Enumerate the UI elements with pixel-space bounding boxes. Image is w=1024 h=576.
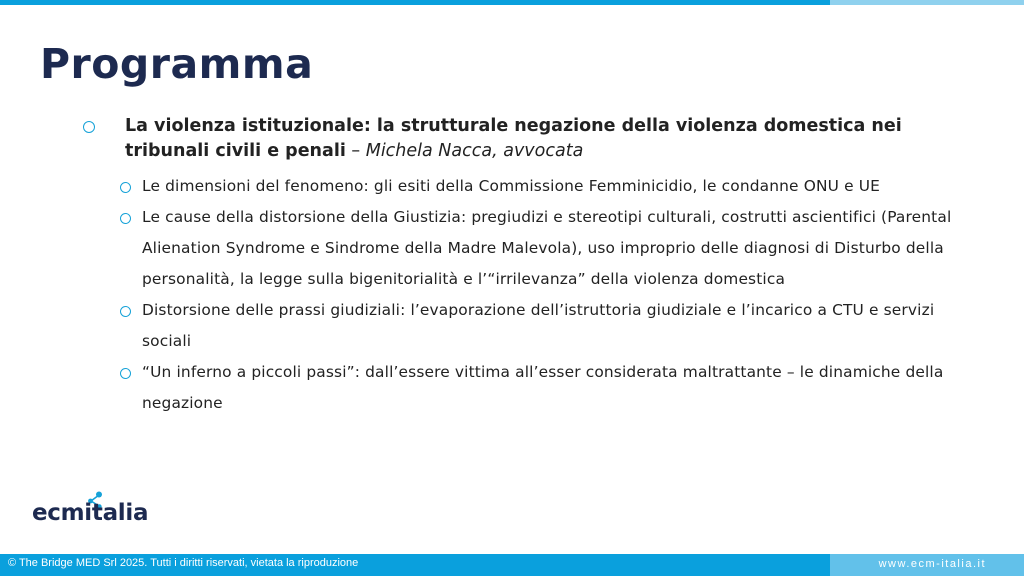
page-title: Programma bbox=[40, 40, 314, 88]
top-accent-bar-light bbox=[830, 0, 1024, 5]
circle-bullet-icon bbox=[120, 213, 131, 224]
top-accent-bar bbox=[0, 0, 1024, 5]
list-item-text: “Un inferno a piccoli passi”: dall’essere vittima all’esser considerata maltrattante – le dinamiche della negazione bbox=[142, 363, 944, 412]
list-item bbox=[80, 171, 960, 202]
ecmitalia-logo bbox=[32, 490, 172, 530]
circle-bullet-icon bbox=[120, 182, 131, 193]
footer-website-link[interactable]: www.ecm-italia.it bbox=[878, 558, 986, 570]
circle-bullet-icon bbox=[120, 368, 131, 379]
list-item-text: Distorsione delle prassi giudiziali: l’evaporazione dell’istruttoria giudiziale e l’incarico a CTU e servizi sociali bbox=[142, 301, 935, 350]
agenda-content bbox=[80, 114, 960, 419]
footer-bar bbox=[0, 554, 1024, 576]
list-item bbox=[80, 357, 960, 419]
list-item bbox=[80, 295, 960, 357]
logo-text: ecmitalia bbox=[32, 500, 149, 526]
agenda-sub-list bbox=[80, 171, 960, 419]
agenda-main-heading: La violenza istituzionale: la strutturale negazione della violenza domestica nei tribunali civili e penali bbox=[125, 116, 902, 161]
circle-bullet-icon bbox=[120, 306, 131, 317]
agenda-dash: – bbox=[345, 141, 366, 161]
footer-copyright: © The Bridge MED Srl 2025. Tutti i diritti riservati, vietata la riproduzione bbox=[8, 557, 359, 569]
list-item-text: Le cause della distorsione della Giustizia: pregiudizi e stereotipi culturali, costrutti ascientifici (Parental Alienation Syndrome e Sindrome della Madre Malevola), uso improprio delle diagnosi di Disturbo della personalità, la legge sulla bigenitorialità e l’“irrilevanza” della violenza domestica bbox=[142, 208, 952, 288]
list-item bbox=[80, 202, 960, 295]
list-item-text: Le dimensioni del fenomeno: gli esiti della Commissione Femminicidio, le condanne ONU e UE bbox=[142, 177, 881, 195]
agenda-speaker: Michela Nacca, avvocata bbox=[365, 141, 584, 161]
agenda-main-item bbox=[80, 114, 960, 164]
circle-bullet-icon bbox=[83, 121, 95, 133]
